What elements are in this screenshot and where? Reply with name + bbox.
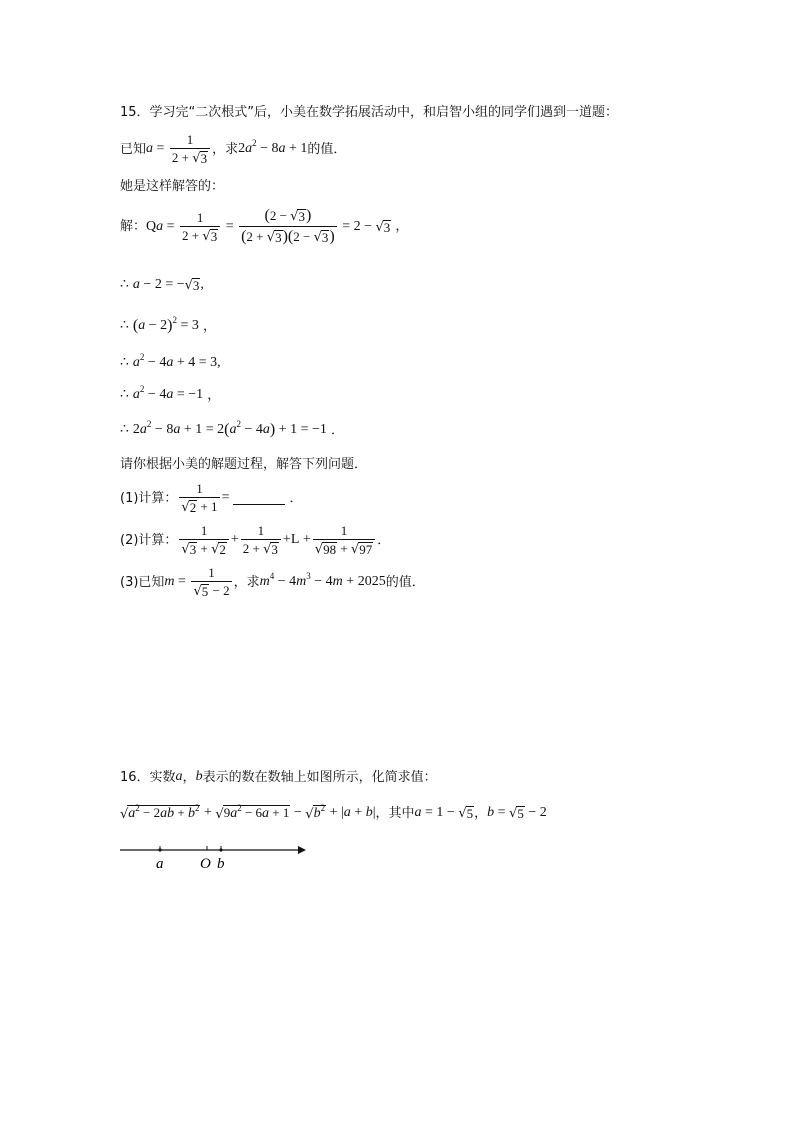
q16-expression: √ $a^2 - 2ab + b^2$ + √ $9a^2 - 6a + 1$ − √ $b^2$ + | a + b | ，其中 a = 1 − √ 5 ， b = √ 5 − 2 (120, 803, 547, 822)
q15-part2: (2)计算： 1 √ 3 + √ 2 + 1 2 + √ 3 + L + 1 √ 98 + √ 97 ． (120, 523, 391, 557)
q15-step4: ∴ a 2 − 4 a = −1 ， (120, 383, 221, 403)
point-b (219, 848, 222, 851)
label-a: a (156, 856, 164, 872)
q15-step5: ∴ 2 a 2 − 8 a + 1 = 2 ( a 2 − 4 a ) + 1 = −1 ． (120, 418, 345, 438)
q15-given: 已知 a = 1 2 + √ 3 ，求 2 a 2 − 8 a + 1 的值． (120, 132, 347, 166)
q15-instruction: 请你根据小美的解题过程，解答下列问题． (120, 457, 368, 472)
arrow-head (298, 846, 306, 854)
q15-step1: ∴ a − 2 = − √ 3 , (120, 277, 204, 293)
q15-part3: (3)已知 m = 1 √ 5 − 2 ，求 m 4 − 4 m 3 − 4 m + 2025 的值． (120, 565, 425, 599)
number-line (118, 838, 318, 874)
q15-part1: (1)计算： 1 √ 2 + 1 = ． (120, 481, 303, 515)
fraction: 1 2 + √ 3 (170, 133, 210, 165)
label-o: O (200, 856, 211, 872)
answer-blank[interactable] (233, 492, 285, 505)
q15-step3: ∴ a 2 − 4 a + 4 = 3, (120, 351, 221, 370)
q15-solution-line1: 解： Q a = 1 2 + √ 3 = (2 − √ 3 ) (2 + √ 3 )(2 − √ 3 ) = 2 − √ 3 ， (120, 207, 409, 245)
label-b: b (217, 856, 225, 872)
point-a (158, 848, 161, 851)
q15-step2: ∴ ( a − 2 ) 2 = 3 ， (120, 314, 217, 334)
q15-title (120, 106, 618, 119)
q15-title-text: 15．学习完“二次根式”后，小美在数学拓展活动中，和启智小组的同学们遇到一道题： (120, 105, 619, 120)
q16-title: 16．实数 a ， b 表示的数在数轴上如图所示，化简求值： (120, 769, 437, 785)
q15-intro: 她是这样解答的： (120, 179, 225, 194)
